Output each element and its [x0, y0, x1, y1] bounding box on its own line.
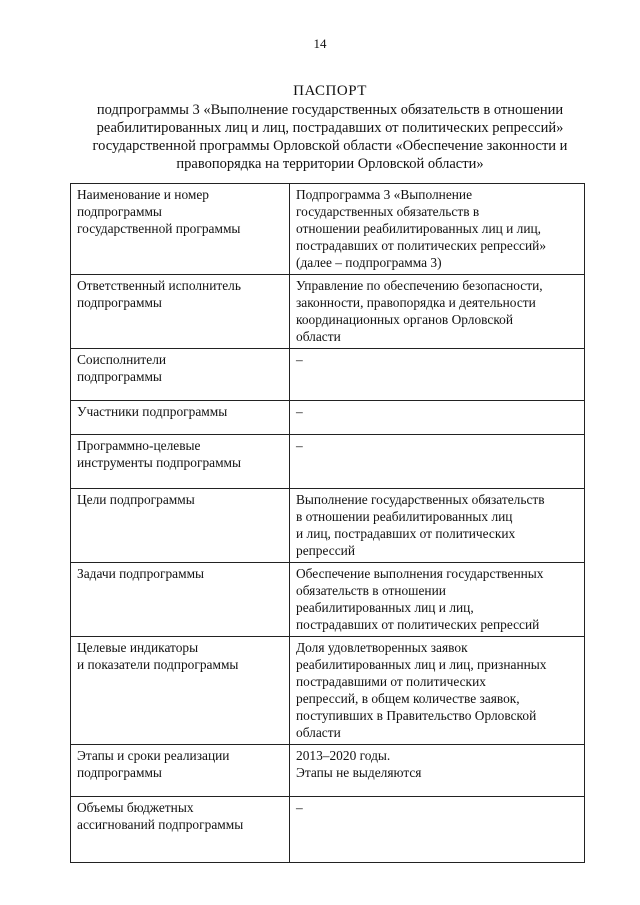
row-value-line: законности, правопорядка и деятельности	[296, 295, 536, 310]
row-value-cell	[290, 275, 585, 349]
passport-title: ПАСПОРТ	[293, 83, 367, 99]
row-value-line: поступивших в Правительство Орловской	[296, 708, 537, 723]
passport-row	[71, 275, 585, 349]
row-label-line: Ответственный исполнитель	[77, 278, 241, 293]
row-value-line: репрессий, в общем количестве заявок,	[296, 691, 520, 706]
row-value-line: и лиц, пострадавших от политических	[296, 526, 516, 541]
passport-row	[71, 349, 585, 401]
row-label-cell	[71, 349, 290, 401]
row-value-line: пострадавшими от политических	[296, 674, 486, 689]
heading-line: государственной программы Орловской области «Обеспечение законности и	[92, 138, 568, 154]
row-label-line: подпрограммы	[77, 295, 162, 310]
row-value-line: координационных органов Орловской	[296, 312, 514, 327]
row-value-line: Доля удовлетворенных заявок	[296, 640, 468, 655]
row-label-cell	[71, 745, 290, 797]
passport-row	[71, 401, 585, 435]
row-value-line: государственных обязательств в	[296, 204, 480, 219]
row-label-cell	[71, 637, 290, 745]
row-value-line: в отношении реабилитированных лиц	[296, 509, 513, 524]
passport-heading	[60, 82, 600, 173]
row-value-cell	[290, 745, 585, 797]
row-label-line: Наименование и номер	[77, 187, 210, 202]
row-value-cell	[290, 401, 585, 435]
row-value-line: Управление по обеспечению безопасности,	[296, 278, 543, 293]
row-label-line: ассигнований подпрограммы	[77, 817, 244, 832]
row-label-cell	[71, 275, 290, 349]
row-value-cell	[290, 797, 585, 863]
passport-table	[70, 183, 585, 863]
passport-row	[71, 637, 585, 745]
row-label-cell	[71, 489, 290, 563]
row-value-line: обязательств в отношении	[296, 583, 446, 598]
row-label-line: Задачи подпрограммы	[77, 566, 205, 581]
row-value-line: пострадавших от политических репрессий	[296, 617, 540, 632]
row-value-line: Этапы не выделяются	[296, 765, 422, 780]
row-label-line: государственной программы	[77, 221, 241, 236]
heading-line: подпрограммы 3 «Выполнение государственных обязательств в отношении	[96, 102, 564, 118]
page-number: 14	[313, 36, 327, 51]
row-label-cell	[71, 563, 290, 637]
row-label-line: Целевые индикаторы	[77, 640, 199, 655]
row-value-line: реабилитированных лиц и лиц,	[296, 600, 474, 615]
row-value-line: пострадавших от политических репрессий»	[296, 238, 547, 253]
passport-row	[71, 489, 585, 563]
row-label-line: Цели подпрограммы	[77, 492, 195, 507]
row-value-cell	[290, 184, 585, 275]
row-label-line: Участники подпрограммы	[77, 404, 228, 419]
row-value-cell	[290, 489, 585, 563]
row-label-line: подпрограммы	[77, 369, 162, 384]
row-label-line: Этапы и сроки реализации	[77, 748, 230, 763]
row-value-cell	[290, 349, 585, 401]
row-label-line: Соисполнители	[77, 352, 167, 367]
passport-row	[71, 435, 585, 489]
row-value-line: Обеспечение выполнения государственных	[296, 566, 544, 581]
row-value-line: 2013–2020 годы.	[296, 748, 391, 763]
passport-row	[71, 184, 585, 275]
row-label-cell	[71, 401, 290, 435]
row-label-line: Программно-целевые	[77, 438, 201, 453]
row-label-cell	[71, 797, 290, 863]
row-value-line: области	[296, 725, 341, 740]
row-value-line: –	[296, 352, 303, 367]
row-value-cell	[290, 563, 585, 637]
row-value-cell	[290, 637, 585, 745]
row-value-line: области	[296, 329, 341, 344]
row-value-line: (далее – подпрограмма 3)	[296, 255, 442, 270]
row-value-cell	[290, 435, 585, 489]
row-value-line: Выполнение государственных обязательств	[296, 492, 545, 507]
passport-row	[71, 745, 585, 797]
passport-row	[71, 797, 585, 863]
row-value-line: –	[296, 404, 303, 419]
heading-line: реабилитированных лиц и лиц, пострадавших от политических репрессий»	[96, 120, 564, 136]
row-label-line: инструменты подпрограммы	[77, 455, 242, 470]
passport-table-body	[71, 184, 585, 863]
row-value-line: отношении реабилитированных лиц и лиц,	[296, 221, 542, 236]
row-label-line: подпрограммы	[77, 204, 162, 219]
row-value-line: –	[296, 800, 303, 815]
row-value-line: Подпрограмма 3 «Выполнение	[296, 187, 473, 202]
row-value-line: реабилитированных лиц и лиц, признанных	[296, 657, 547, 672]
heading-line: правопорядка на территории Орловской области»	[176, 156, 484, 172]
row-label-cell	[71, 435, 290, 489]
passport-row	[71, 563, 585, 637]
row-value-line: репрессий	[296, 543, 355, 558]
row-label-line: и показатели подпрограммы	[77, 657, 239, 672]
row-label-cell	[71, 184, 290, 275]
row-value-line: –	[296, 438, 303, 453]
row-label-line: подпрограммы	[77, 765, 162, 780]
row-label-line: Объемы бюджетных	[77, 800, 194, 815]
